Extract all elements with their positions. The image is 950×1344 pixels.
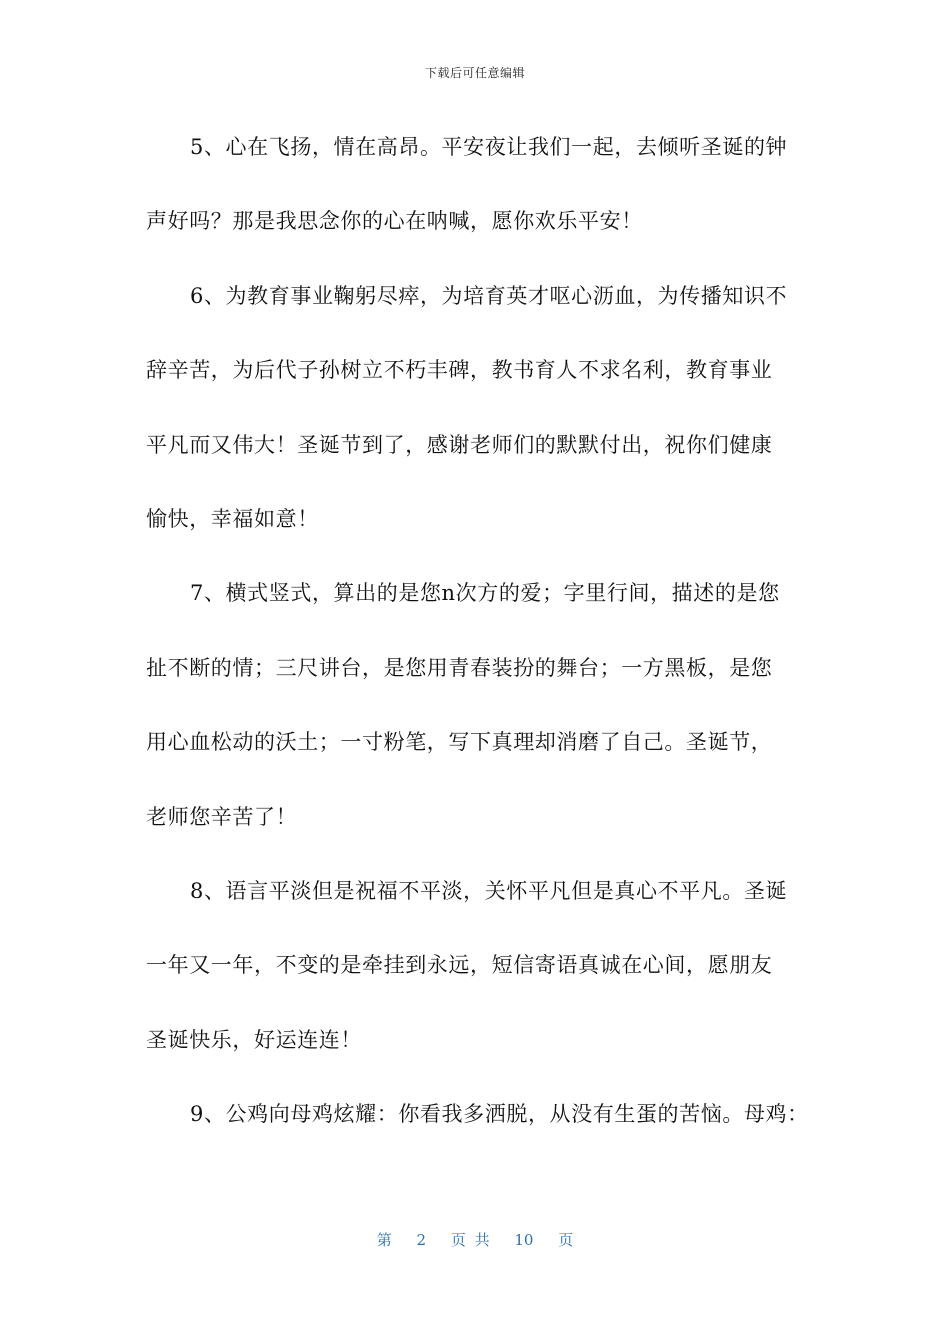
page-header: 下载后可任意编辑: [424, 66, 525, 80]
paragraph-line: 老师您辛苦了！: [146, 804, 298, 829]
paragraph-line: 声好吗？那是我思念你的心在呐喊，愿你欢乐平安！: [146, 209, 643, 234]
paragraph-line: 用心血松动的沃土；一寸粉笔，写下真理却消磨了自己。圣诞节，: [146, 730, 773, 755]
page-label-prefix: 第: [376, 1231, 392, 1249]
paragraph-line: 圣诞快乐，好运连连！: [146, 1027, 362, 1052]
paragraph-line: 辞辛苦，为后代子孙树立不朽丰碑，教书育人不求名利，教育事业: [146, 358, 773, 383]
page-label-middle: 页 共: [450, 1231, 490, 1249]
document-body: [146, 122, 836, 1163]
paragraph-line: 8、语言平淡但是祝福不平淡，关怀平凡但是真心不平凡。圣诞: [190, 878, 788, 903]
paragraph-line: 5、心在飞扬，情在高昂。平安夜让我们一起，去倾听圣诞的钟: [190, 135, 788, 159]
paragraph-line: 9、公鸡向母鸡炫耀：你看我多洒脱，从没有生蛋的苦恼。母鸡：: [190, 1102, 809, 1127]
paragraph-line: 愉快，幸福如意！: [146, 506, 319, 531]
paragraph-line: 扯不断的情；三尺讲台，是您用青春装扮的舞台；一方黑板，是您: [146, 655, 773, 680]
paragraph-line: 6、为教育事业鞠躬尽瘁，为培育英才呕心沥血，为传播知识不: [190, 283, 788, 308]
paragraph-line: 一年又一年，不变的是牵挂到永远，短信寄语真诚在心间，愿朋友: [146, 953, 773, 978]
paragraph-line: 平凡而又伟大！圣诞节到了，感谢老师们的默默付出，祝你们健康: [146, 432, 773, 457]
page-footer: [0, 1229, 950, 1250]
page-label-suffix: 页: [558, 1231, 574, 1249]
current-page-number: 2: [416, 1231, 427, 1249]
paragraph-line: 7、横式竖式，算出的是您n次方的爱；字里行间，描述的是您: [190, 581, 780, 606]
total-pages-number: 10: [514, 1231, 534, 1249]
